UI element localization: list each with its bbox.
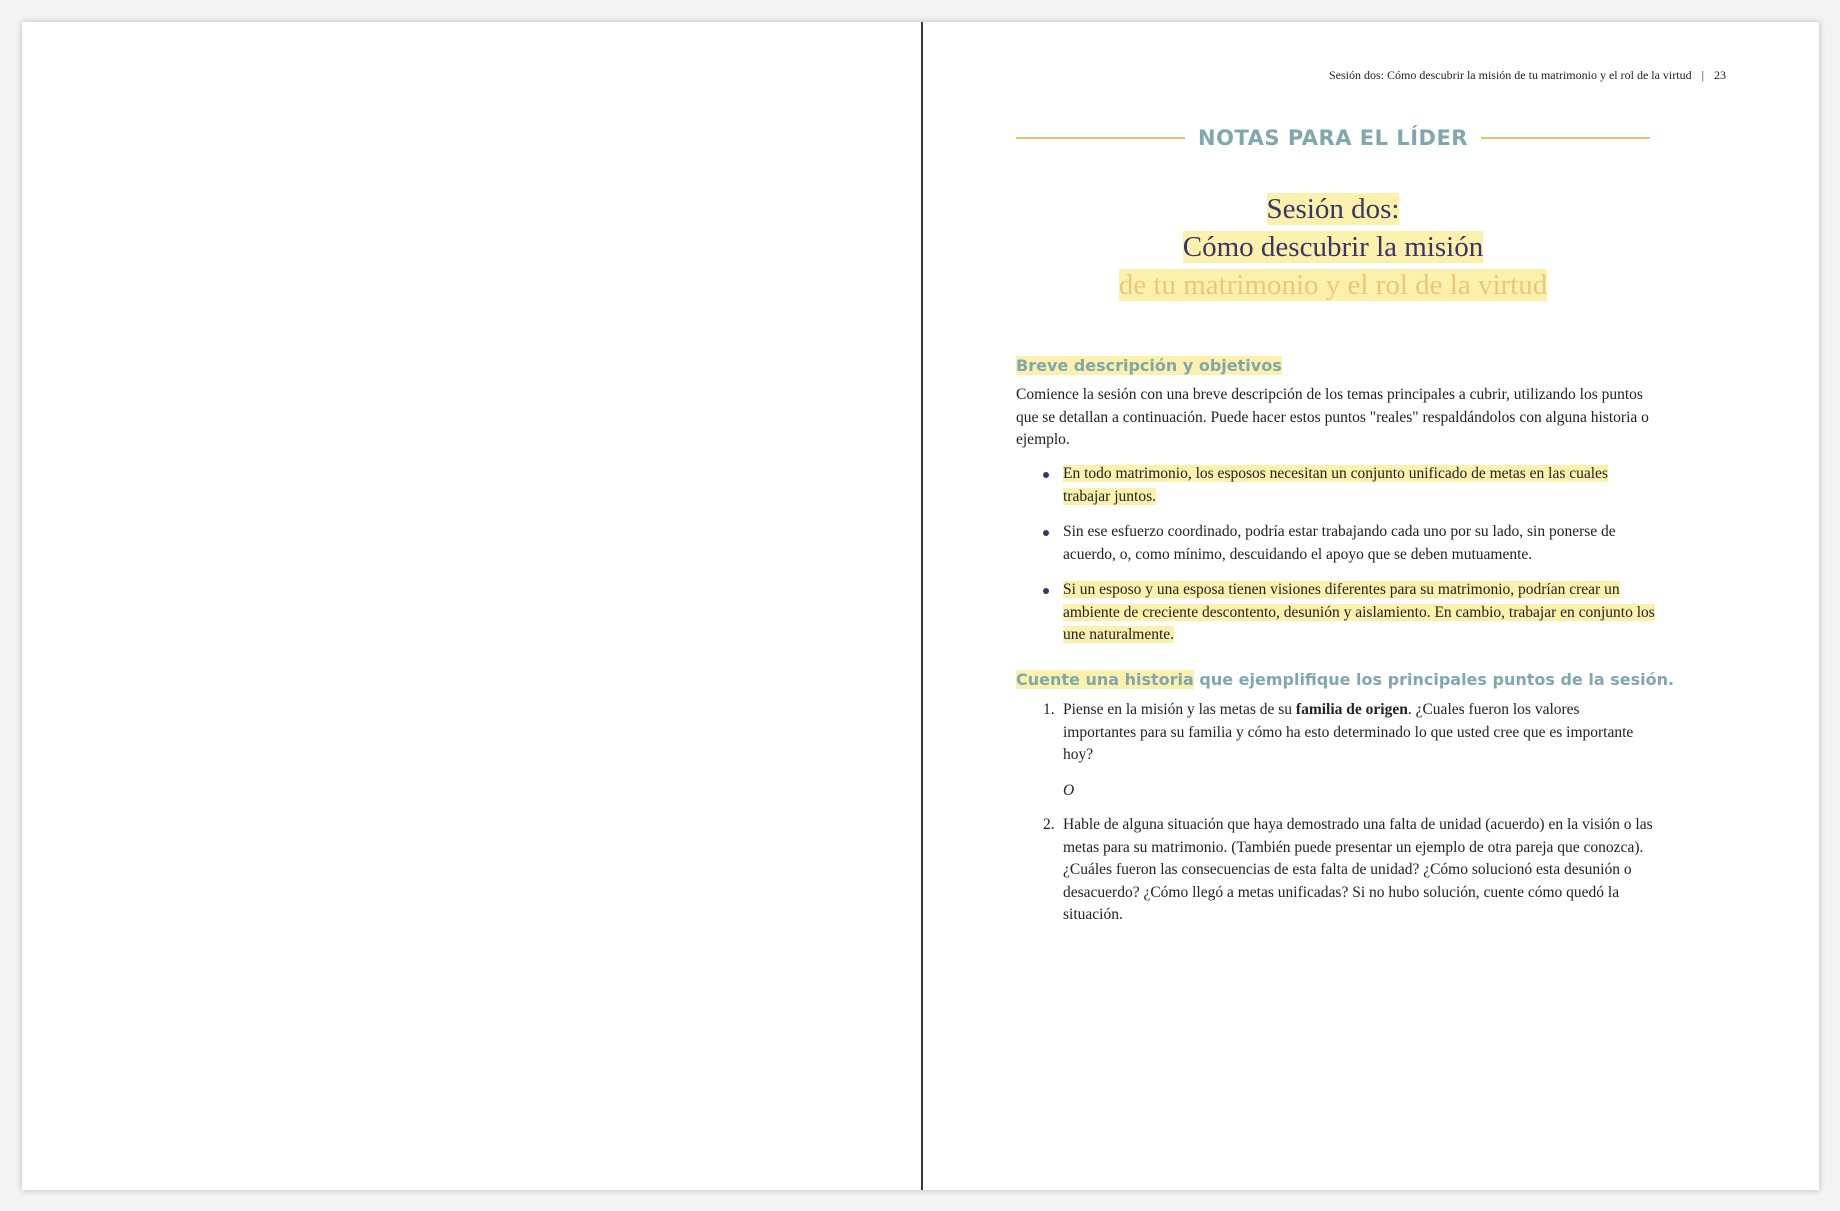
step-1-text-post: . ¿Cuales fueron los valores importantes para su familia y cómo ha esto determinado lo que usted cree que es importante hoy? bbox=[1063, 701, 1634, 763]
story-heading-rest: que ejemplifique los principales puntos de la sesión. bbox=[1193, 670, 1675, 689]
story-heading-highlight: Cuente una historia bbox=[1016, 670, 1194, 689]
running-head-title: Sesión dos: Cómo descubrir la misión de tu matrimonio y el rol de la virtud bbox=[1328, 68, 1692, 82]
brief-intro: Comience la sesión con una breve descripción de los temas principales a cubrir, utilizando los puntos que se detallan a continuación. Puede hacer estos puntos "reales" respaldándolos con alguna historia o ejemplo. bbox=[1016, 386, 1649, 448]
right-page bbox=[922, 22, 1819, 1190]
brief-heading bbox=[1016, 356, 1656, 375]
story-steps bbox=[1016, 699, 1656, 927]
section-banner-label: NOTAS PARA EL LÍDER bbox=[1198, 126, 1468, 150]
step-2 bbox=[1016, 814, 1656, 927]
step-1-bold: familia de origen bbox=[1295, 701, 1408, 718]
step-2-text: Hable de alguna situación que haya demostrado una falta de unidad (acuerdo) en la visión o las metas para su matrimonio. (También puede presentar un ejemplo de otra pareja que conozca). ¿Cuáles fueron las consecuencias de esta falta de unidad? ¿Cómo solucionó esta desunión o desacuerdo? ¿Cómo llegó a metas unificadas? Si no hubo solución, cuente cómo quedó la situación. bbox=[1063, 816, 1653, 923]
step-number: 1. bbox=[1043, 701, 1055, 718]
session-title bbox=[1016, 190, 1650, 304]
banner-rule-right bbox=[1481, 137, 1650, 139]
list-item bbox=[1016, 521, 1656, 566]
section-banner bbox=[1016, 126, 1650, 150]
bullet-icon bbox=[1043, 530, 1049, 536]
bullet-icon bbox=[1043, 588, 1049, 594]
running-head bbox=[1329, 68, 1726, 83]
book-spread bbox=[22, 22, 1819, 1190]
list-item-text: Sin ese esfuerzo coordinado, podría estar trabajando cada uno por su lado, sin ponerse de acuerdo, o, como mínimo, descuidando el apoyo que se deben mutuamente. bbox=[1063, 523, 1616, 563]
title-line-3: de tu matrimonio y el rol de la virtud bbox=[1118, 269, 1548, 301]
banner-rule-left bbox=[1016, 137, 1185, 139]
title-line-2: Cómo descubrir la misión bbox=[1182, 231, 1484, 263]
list-item bbox=[1016, 463, 1656, 508]
story-heading bbox=[1016, 670, 1676, 689]
list-item bbox=[1016, 579, 1656, 647]
step-number: 2. bbox=[1043, 816, 1055, 833]
list-item-text: En todo matrimonio, los esposos necesitan un conjunto unificado de metas en las cuales trabajar juntos. bbox=[1063, 465, 1608, 505]
left-page-blank bbox=[22, 22, 922, 1190]
title-line-1: Sesión dos: bbox=[1266, 193, 1400, 225]
bullet-icon bbox=[1043, 472, 1049, 478]
brief-heading-text: Breve descripción y objetivos bbox=[1016, 356, 1282, 375]
running-head-separator: | bbox=[1701, 68, 1704, 82]
step-1 bbox=[1016, 699, 1656, 767]
objectives-list bbox=[1016, 463, 1656, 660]
page-number: 23 bbox=[1714, 68, 1726, 82]
or-separator: O bbox=[1063, 781, 1075, 799]
list-item-text: Si un esposo y una esposa tienen visiones diferentes para su matrimonio, podrían crear un ambiente de creciente descontento, desunión y aislamiento. En cambio, trabajar en conjunto los une naturalmente. bbox=[1063, 581, 1655, 643]
step-1-text-pre: Piense en la misión y las metas de su bbox=[1063, 701, 1296, 718]
